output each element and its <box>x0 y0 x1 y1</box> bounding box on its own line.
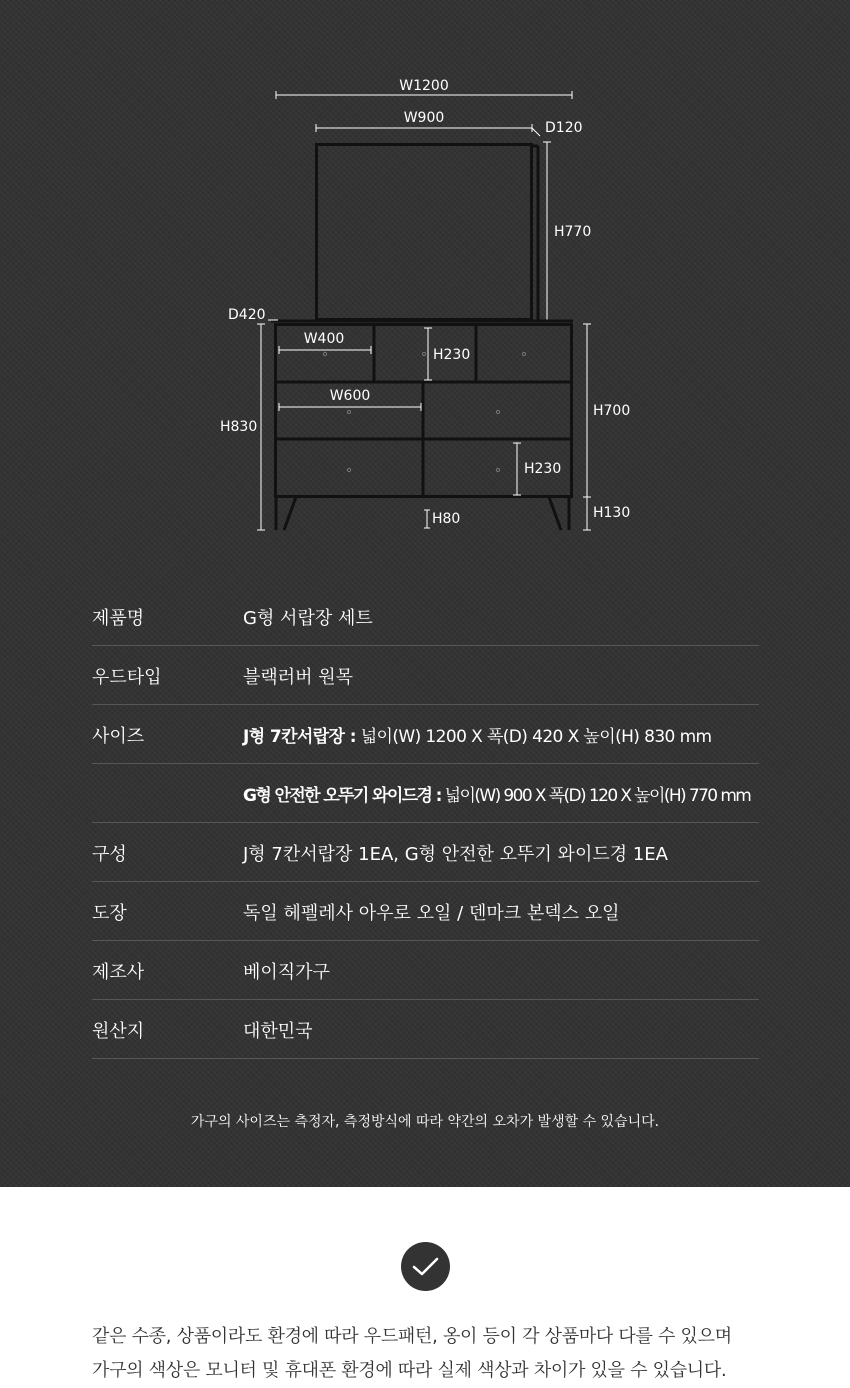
spec-row-composition <box>92 823 759 882</box>
spec-value <box>243 722 712 747</box>
spec-value-text: 넓이(W) 1200 X 폭(D) 420 X 높이(H) 830 mm <box>355 727 712 747</box>
dimension-diagram <box>0 0 850 560</box>
dim-w900: W900 <box>403 110 445 126</box>
spec-value: 독일 헤펠레사 아우로 오일 / 덴마크 본덱스 오일 <box>243 903 620 924</box>
spec-label: 사이즈 <box>92 726 145 747</box>
spec-label: 제조사 <box>92 962 145 983</box>
dim-h830: H830 <box>220 419 258 435</box>
dim-w1200: W1200 <box>399 78 449 94</box>
checkmark-circle-icon <box>401 1242 450 1291</box>
spec-value-strong: G형 안전한 오뚜기 와이드경 : <box>243 786 441 806</box>
dim-h700: H700 <box>593 403 631 419</box>
size-notice: 가구의 사이즈는 측정자, 측정방식에 따라 약간의 오차가 발생할 수 있습니다. <box>190 1114 660 1130</box>
disclaimer-line-2: 가구의 색상은 모니터 및 휴대폰 환경에 따라 실제 색상과 차이가 있을 수 있습니다. <box>92 1360 727 1381</box>
dim-h130: H130 <box>593 505 631 521</box>
spec-row-wood-type <box>92 646 759 705</box>
spec-row-size-mirror <box>92 764 759 823</box>
spec-value-strong: J형 7칸서랍장 : <box>243 727 356 747</box>
spec-value: J형 7칸서랍장 1EA, G형 안전한 오뚜기 와이드경 1EA <box>243 844 668 865</box>
spec-label: 원산지 <box>92 1021 145 1042</box>
dim-h230-bottom: H230 <box>524 461 562 477</box>
spec-label: 우드타입 <box>92 667 162 688</box>
spec-table <box>92 587 759 1059</box>
spec-row-finish <box>92 882 759 941</box>
disclaimer-line-1: 같은 수종, 상품이라도 환경에 따라 우드패턴, 옹이 등이 각 상품마다 다를 수 있으며 <box>92 1326 732 1347</box>
spec-value: 베이직가구 <box>243 962 330 983</box>
spec-label: 구성 <box>92 844 127 865</box>
spec-label: 제품명 <box>92 608 145 629</box>
color-disclaimer <box>92 1320 792 1388</box>
dim-h770: H770 <box>554 224 592 240</box>
spec-row-origin <box>92 1000 759 1059</box>
spec-row-manufacturer <box>92 941 759 1000</box>
checkmark-icon <box>401 1242 450 1291</box>
spec-value: 블랙러버 원목 <box>243 667 354 688</box>
dim-w400: W400 <box>303 331 345 347</box>
spec-row-product-name <box>92 587 759 646</box>
spec-value <box>243 781 750 806</box>
spec-row-size-cabinet <box>92 705 759 764</box>
spec-value-text: 넓이(W) 900 X 폭(D) 120 X 높이(H) 770 mm <box>440 786 751 806</box>
spec-label: 도장 <box>92 903 127 924</box>
dim-h230-top: H230 <box>433 347 471 363</box>
spec-value: 대한민국 <box>243 1021 313 1042</box>
dim-h80: H80 <box>432 511 461 527</box>
spec-value: G형 서랍장 세트 <box>243 608 373 629</box>
dim-w600: W600 <box>329 388 371 404</box>
dim-d120: D120 <box>545 120 583 136</box>
dim-d420: D420 <box>228 307 266 323</box>
